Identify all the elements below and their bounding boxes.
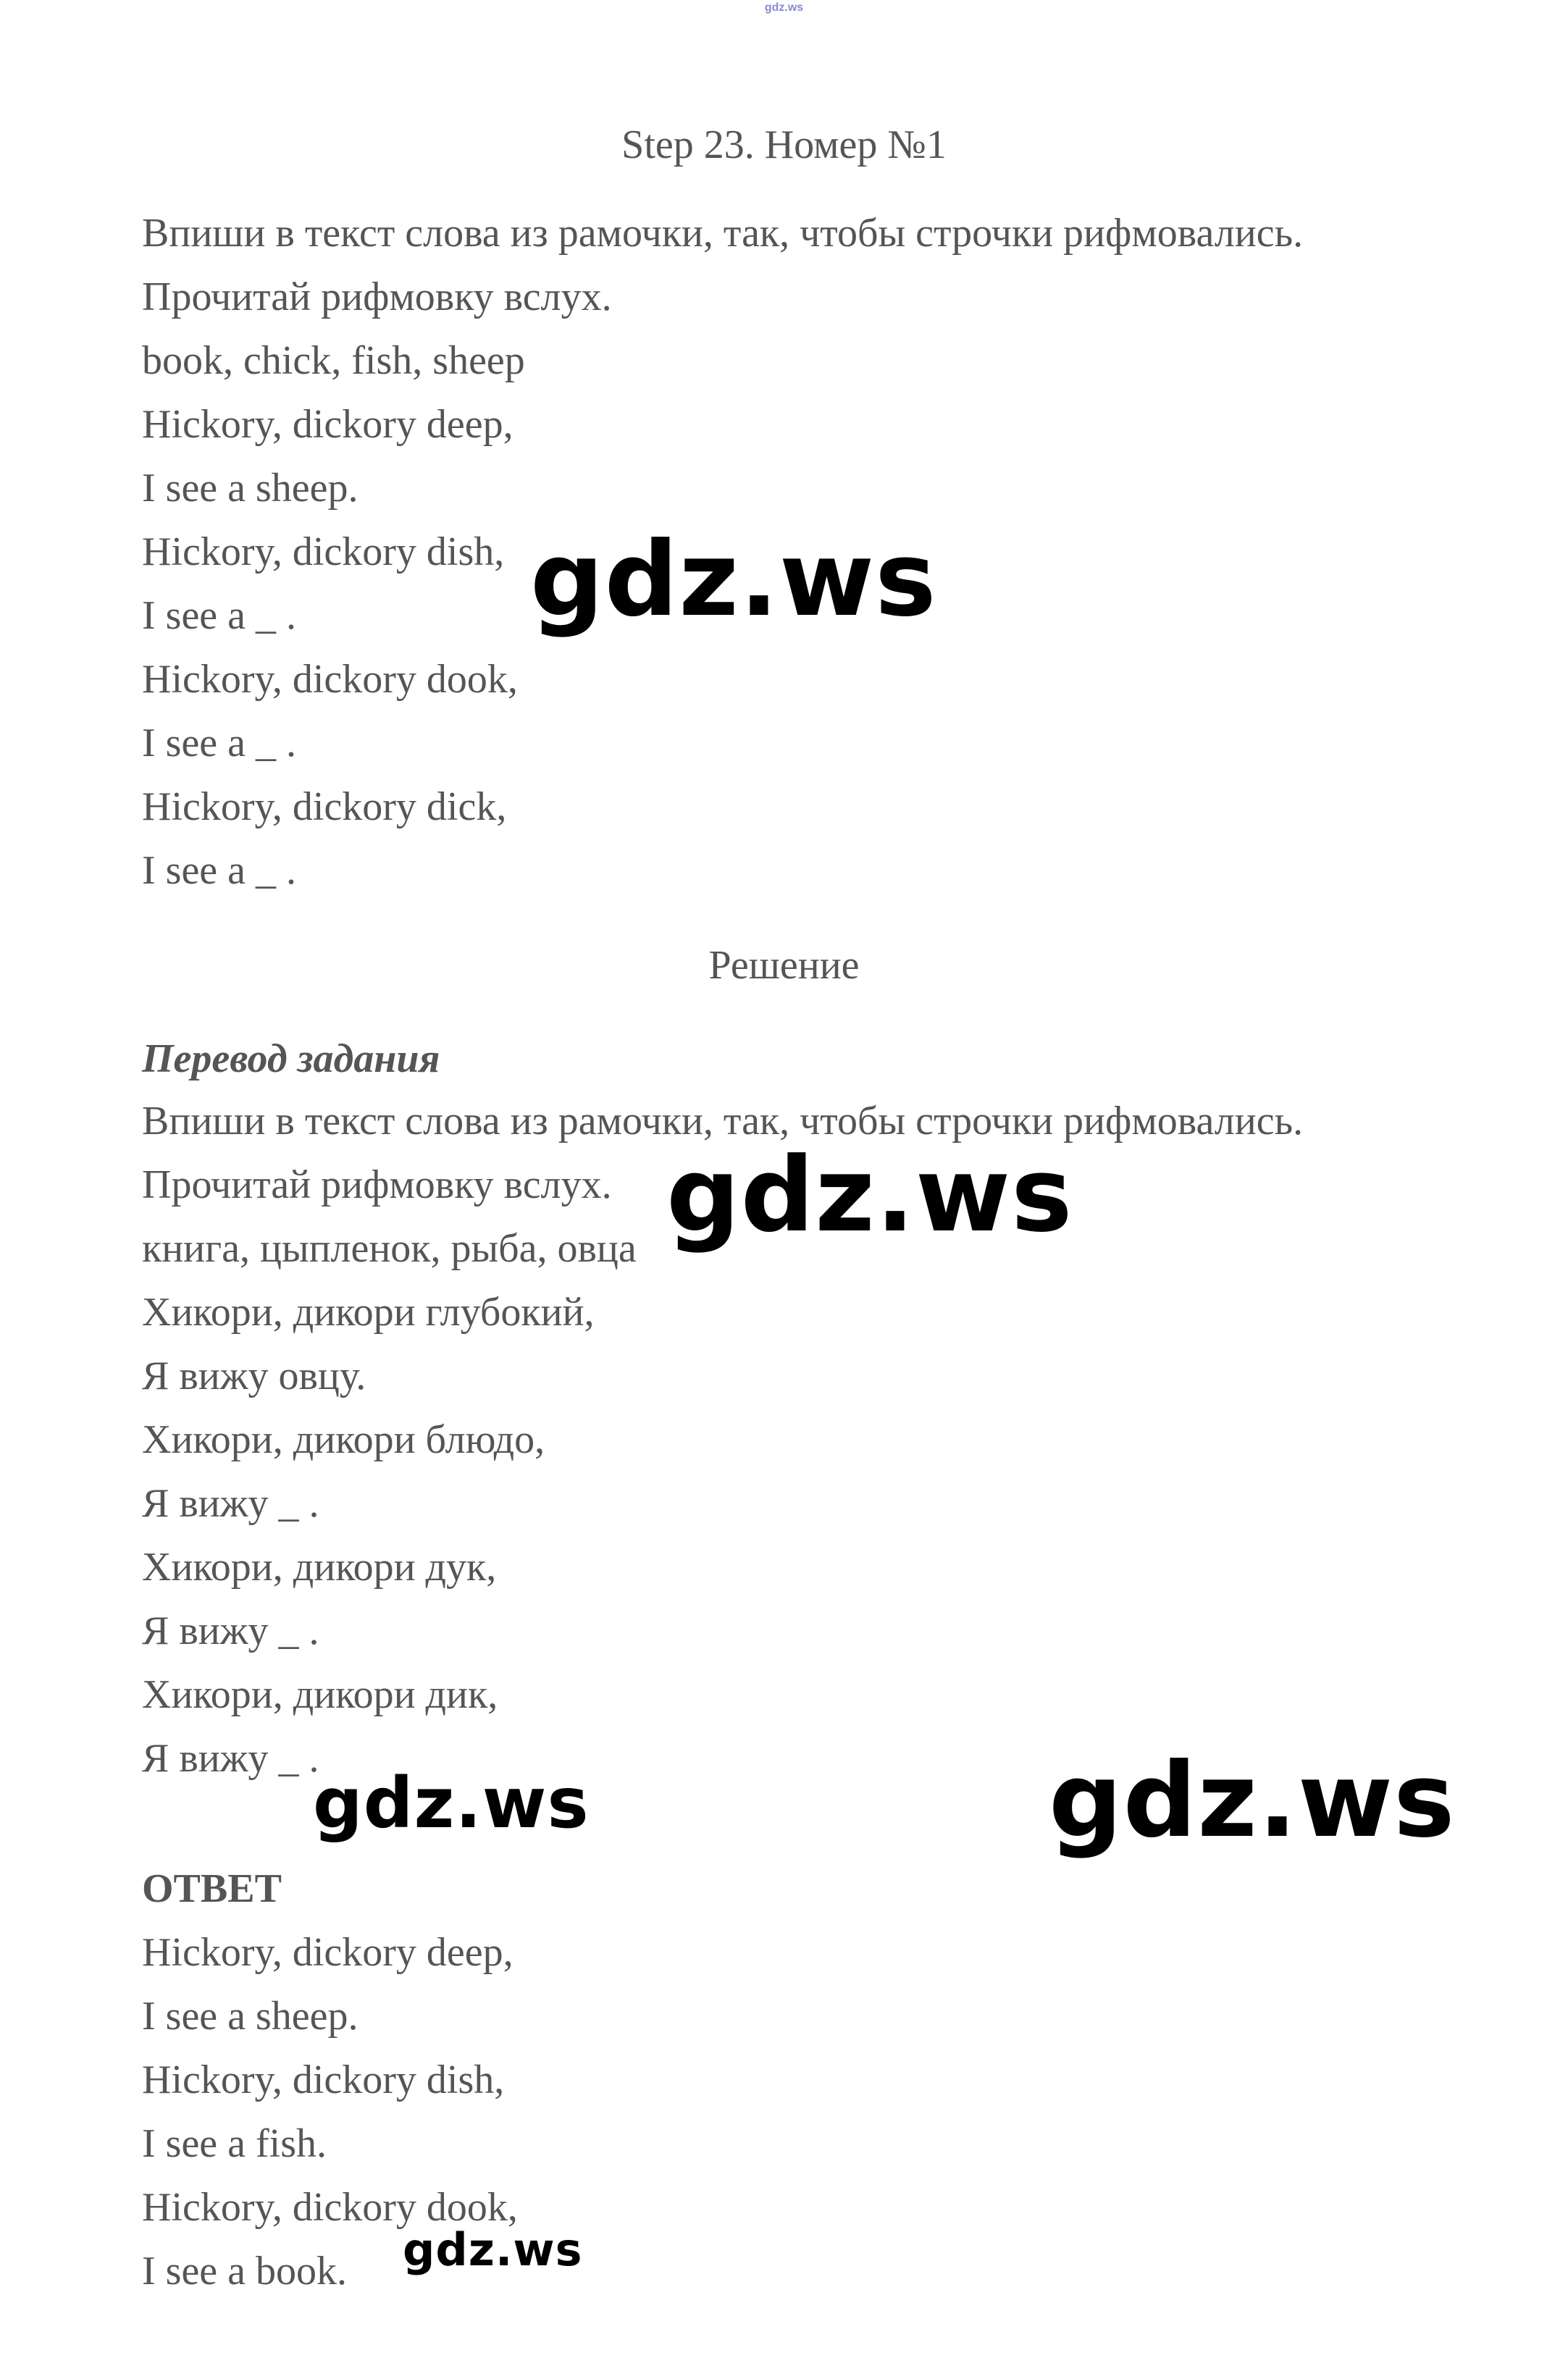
answer-line: Hickory, dickory dook, (142, 2185, 518, 2230)
top-watermark: gdz.ws (764, 1, 804, 14)
translation-line: Хикори, дикори блюдо, (142, 1417, 545, 1462)
rhyme-line: I see a _ . (142, 593, 297, 638)
rhyme-line: I see a _ . (142, 721, 297, 765)
rhyme-line: Hickory, dickory dook, (142, 657, 518, 702)
answer-line: Hickory, dickory deep, (142, 1930, 513, 1975)
answer-line: I see a fish. (142, 2121, 327, 2166)
translation-heading: Перевод задания (142, 1036, 440, 1081)
rhyme-line: Hickory, dickory dick, (142, 784, 507, 829)
watermark: gdz.ws (1049, 1741, 1456, 1860)
translation-line: Хикори, дикори дук, (142, 1545, 497, 1590)
watermark: gdz.ws (666, 1136, 1073, 1255)
answer-line: Hickory, dickory dish, (142, 2057, 505, 2102)
rhyme-line: Hickory, dickory deep, (142, 402, 513, 447)
task-line: Впиши в текст слова из рамочки, так, чтобы строчки рифмовались. (142, 211, 1304, 256)
translation-line: Я вижу _ . (142, 1608, 319, 1653)
translation-line: Хикори, дикори глубокий, (142, 1290, 595, 1335)
translation-line: Я вижу овцу. (142, 1354, 366, 1398)
translation-line: Я вижу _ . (142, 1481, 319, 1526)
answer-heading: ОТВЕТ (142, 1866, 282, 1911)
translation-line: Прочитай рифмовку вслух. (142, 1162, 612, 1207)
answer-block (142, 1921, 1518, 2303)
translation-line: Я вижу _ . (142, 1736, 319, 1781)
rhyme-line: I see a _ . (142, 848, 297, 893)
rhyme-line: I see a sheep. (142, 466, 359, 511)
page-title: Step 23. Номер №1 (621, 122, 947, 167)
solution-title: Решение (708, 943, 860, 988)
translation-line: книга, цыпленок, рыба, овца (142, 1226, 637, 1271)
watermark: gdz.ws (403, 2223, 583, 2276)
task-line: Прочитай рифмовку вслух. (142, 274, 612, 319)
watermark: gdz.ws (313, 1763, 590, 1844)
answer-line: I see a sheep. (142, 1994, 359, 2039)
translation-line: Хикори, дикори дик, (142, 1672, 498, 1717)
translation-line: Впиши в текст слова из рамочки, так, чтобы строчки рифмовались. (142, 1099, 1304, 1144)
watermark: gdz.ws (530, 520, 937, 639)
answer-line: I see a book. (142, 2249, 348, 2294)
word-box-line: book, chick, fish, sheep (142, 338, 525, 383)
rhyme-line: Hickory, dickory dish, (142, 529, 505, 574)
